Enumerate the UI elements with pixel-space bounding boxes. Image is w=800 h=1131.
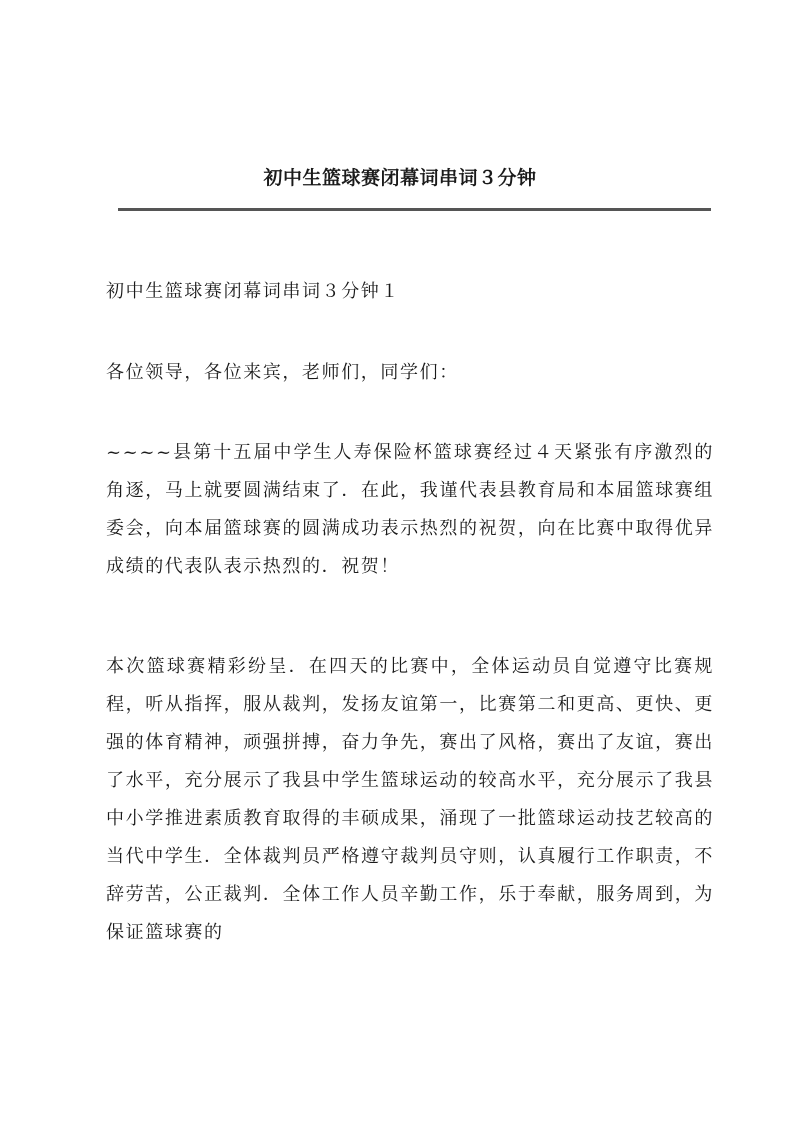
body-paragraph-2: 本次篮球赛精彩纷呈．在四天的比赛中，全体运动员自觉遵守比赛规程，听从指挥，服从裁判，发扬友谊第一，比赛第二和更高、更快、更强的体育精神，顽强拼搏，奋力争先，赛出了风格，赛出了友谊，赛出了水平，充分展示了我县中学生篮球运动的较高水平，充分展示了我县中小学推进素质教育取得的丰硕成果，涌现了一批篮球运动技艺较高的当代中学生．全体裁判员严格遵守裁判员守则，认真履行工作职责，不辞劳苦，公正裁判．全体工作人员辛勤工作，乐于奉献，服务周到，为保证篮球赛的	[106, 656, 714, 943]
title-divider	[118, 208, 711, 211]
body-paragraph-1: ~~~~县第十五届中学生人寿保险杯篮球赛经过４天紧张有序激烈的角逐，马上就要圆满结束了．在此，我谨代表县教育局和本届篮球赛组委会，向本届篮球赛的圆满成功表示热烈的祝贺，向在比赛中取得优异成绩的代表队表示热烈的．祝贺！	[106, 442, 714, 577]
salutation-line: 各位领导，各位来宾，老师们，同学们：	[106, 362, 459, 383]
section-heading: 初中生篮球赛闭幕词串词３分钟１	[106, 281, 400, 302]
document-title: 初中生篮球赛闭幕词串词３分钟	[263, 167, 537, 189]
